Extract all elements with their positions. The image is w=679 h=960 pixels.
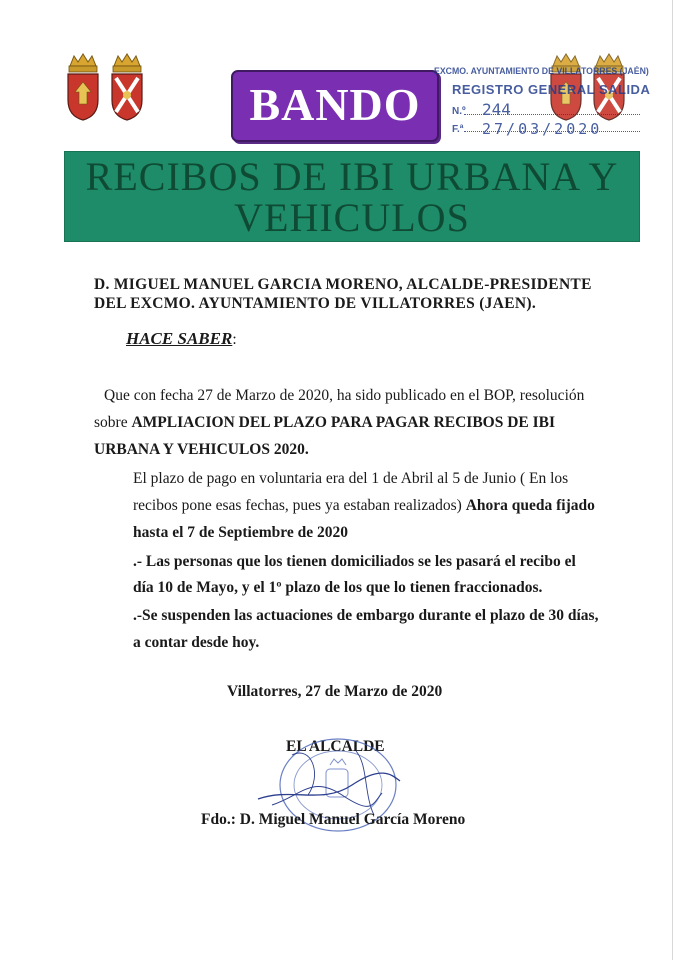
body-text: recibos pone esas fechas, pues ya estaban realizados) bbox=[133, 497, 462, 514]
hace-saber bbox=[126, 329, 237, 350]
stamp-date-label: F.ª bbox=[452, 124, 464, 135]
stamp-institution: EXCMO. AYUNTAMIENTO DE VILLATORRES (JAÉN) bbox=[434, 66, 649, 77]
page-edge bbox=[672, 0, 673, 960]
body-emphasis: URBANA Y VEHICULOS 2020. bbox=[94, 441, 309, 458]
title-banner bbox=[64, 151, 640, 242]
stamp-number-label: N.º bbox=[452, 106, 466, 117]
issuer-line-1: D. MIGUEL MANUEL GARCIA MORENO, ALCALDE-PRESIDENTE bbox=[94, 276, 592, 293]
body-line: Que con fecha 27 de Marzo de 2020, ha sido publicado en el BOP, resolución bbox=[104, 387, 585, 404]
stamp-number: 244 bbox=[482, 100, 511, 119]
stamp-date: 27/03/2020 bbox=[482, 120, 603, 138]
coat-of-arms-icon bbox=[108, 52, 146, 122]
place-date: Villatorres, 27 de Marzo de 2020 bbox=[227, 683, 443, 700]
body-emphasis: .-Se suspenden las actuaciones de embargo durante el plazo de 30 días, bbox=[133, 607, 599, 624]
body-line bbox=[94, 413, 555, 433]
body-emphasis: hasta el 7 de Septiembre de 2020 bbox=[133, 524, 348, 541]
coat-of-arms-icon bbox=[64, 52, 102, 122]
body-emphasis: Ahora queda fijado bbox=[465, 497, 595, 514]
stamp-registry: REGISTRO GENERAL SALIDA bbox=[452, 82, 651, 97]
title-line-2: VEHICULOS bbox=[234, 195, 470, 240]
hace-saber-colon: : bbox=[232, 331, 237, 348]
title-line-1: RECIBOS DE IBI URBANA Y bbox=[85, 154, 619, 199]
signature-role: EL ALCALDE bbox=[286, 738, 385, 755]
issuer-line-2: DEL EXCMO. AYUNTAMIENTO DE VILLATORRES (JAEN). bbox=[94, 295, 536, 312]
signature-name: Fdo.: D. Miguel Manuel García Moreno bbox=[201, 811, 466, 828]
body-emphasis: día 10 de Mayo, y el 1º plazo de los que lo tienen fraccionados. bbox=[133, 579, 543, 596]
body-emphasis: AMPLIACION DEL PLAZO PARA PAGAR RECIBOS DE IBI bbox=[131, 414, 556, 431]
body-emphasis: a contar desde hoy. bbox=[133, 634, 260, 651]
body-line: El plazo de pago en voluntaria era del 1 de Abril al 5 de Junio ( En los bbox=[133, 470, 569, 487]
bando-title-box bbox=[231, 70, 439, 142]
bando-title: BANDO bbox=[249, 79, 421, 130]
body-line bbox=[133, 496, 595, 516]
body-text: sobre bbox=[94, 414, 128, 431]
registration-stamp bbox=[434, 40, 651, 138]
body-emphasis: .- Las personas que los tienen domiciliados se les pasará el recibo el bbox=[133, 553, 576, 570]
hace-saber-label: HACE SABER bbox=[126, 329, 233, 348]
